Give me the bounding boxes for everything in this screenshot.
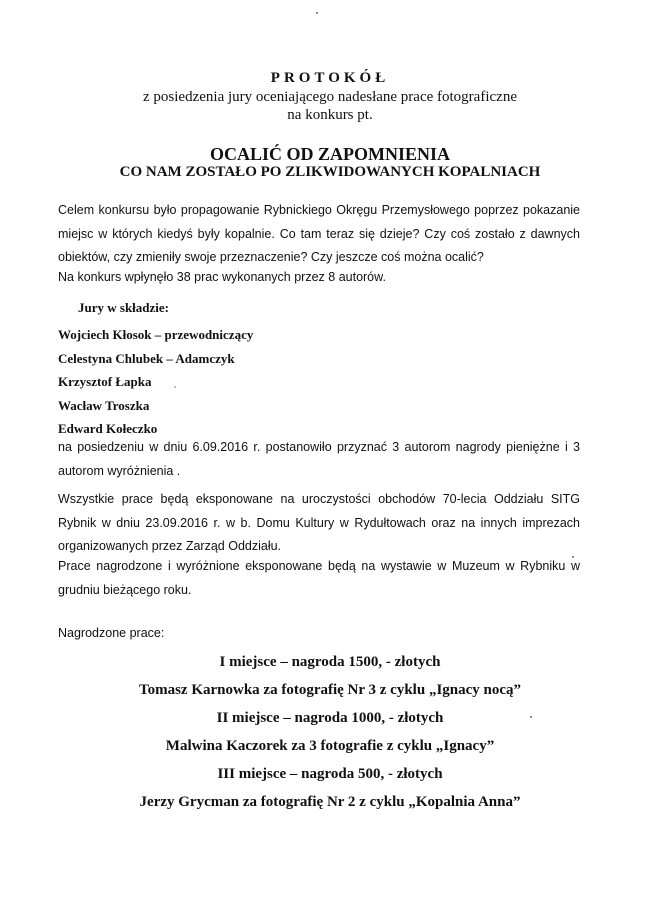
scan-speck — [572, 556, 574, 558]
scan-speck — [530, 716, 532, 718]
protocol-heading: PROTOKÓŁ — [270, 70, 390, 86]
award-place: III miejsce – nagroda 500, - złotych — [217, 766, 443, 782]
awarded-works-label: Nagrodzone prace: — [58, 626, 165, 640]
contest-subtitle: CO NAM ZOSTAŁO PO ZLIKWIDOWANYCH KOPALNIACH — [119, 164, 541, 180]
protocol-subtitle-line1: z posiedzenia jury oceniającego nadesłane prace fotograficzne — [143, 89, 517, 105]
jury-member: Wojciech Kłosok – przewodniczący — [58, 327, 254, 342]
jury-list — [58, 323, 253, 441]
contest-title: OCALIĆ OD ZAPOMNIENIA — [209, 144, 450, 164]
exhibition-paragraph-1: Wszystkie prace będą eksponowane na uroczystości obchodów 70-lecia Oddziału SITG Rybnik w dniu 23.09.2016 r. w b. Domu Kultury w Rydułtowach oraz na innych imprezach organizowanych przez Zarząd Oddziału. — [58, 492, 580, 553]
award-winner: Tomasz Karnowka za fotografię Nr 3 z cyklu „Ignacy nocą” — [138, 682, 522, 698]
scan-speck — [316, 12, 318, 14]
scan-speck — [174, 386, 176, 388]
jury-member: Edward Kołeczko — [58, 421, 158, 436]
intro-paragraph: Celem konkursu było propagowanie Rybnickiego Okręgu Przemysłowego poprzez pokazanie miejsc w których kiedyś były kopalnie. Co tam teraz się dzieje? Czy coś zostało z dawnych obiektów, czy zmieniły swoje przeznaczenie? Czy jeszcze coś można ocalić? — [58, 203, 580, 264]
award-place: I miejsce – nagroda 1500, - złotych — [219, 654, 441, 670]
jury-member: Celestyna Chlubek – Adamczyk — [58, 350, 235, 366]
exhibition-paragraph-2: Prace nagrodzone i wyróżnione eksponowane będą na wystawie w Muzeum w Rybniku w grudniu bieżącego roku. — [58, 559, 580, 597]
jury-heading: Jury w składzie: — [78, 300, 169, 315]
awards-list — [0, 648, 660, 816]
jury-member: Krzysztof Łapka — [58, 374, 152, 389]
jury-member: Wacław Troszka — [58, 397, 150, 413]
award-place: II miejsce – nagroda 1000, - złotych — [216, 710, 444, 726]
award-winner: Jerzy Grycman za fotografię Nr 2 z cyklu „Kopalnia Anna” — [139, 794, 521, 810]
submission-count: Na konkurs wpłynęło 38 prac wykonanych przez 8 autorów. — [58, 270, 386, 284]
protocol-subtitle-line2: na konkurs pt. — [287, 107, 373, 123]
decision-paragraph: na posiedzeniu w dniu 6.09.2016 r. postanowiło przyznać 3 autorom nagrody pieniężne i 3 autorom wyróżnienia . — [58, 440, 580, 478]
award-winner: Malwina Kaczorek za 3 fotografie z cyklu „Ignacy” — [165, 738, 495, 754]
